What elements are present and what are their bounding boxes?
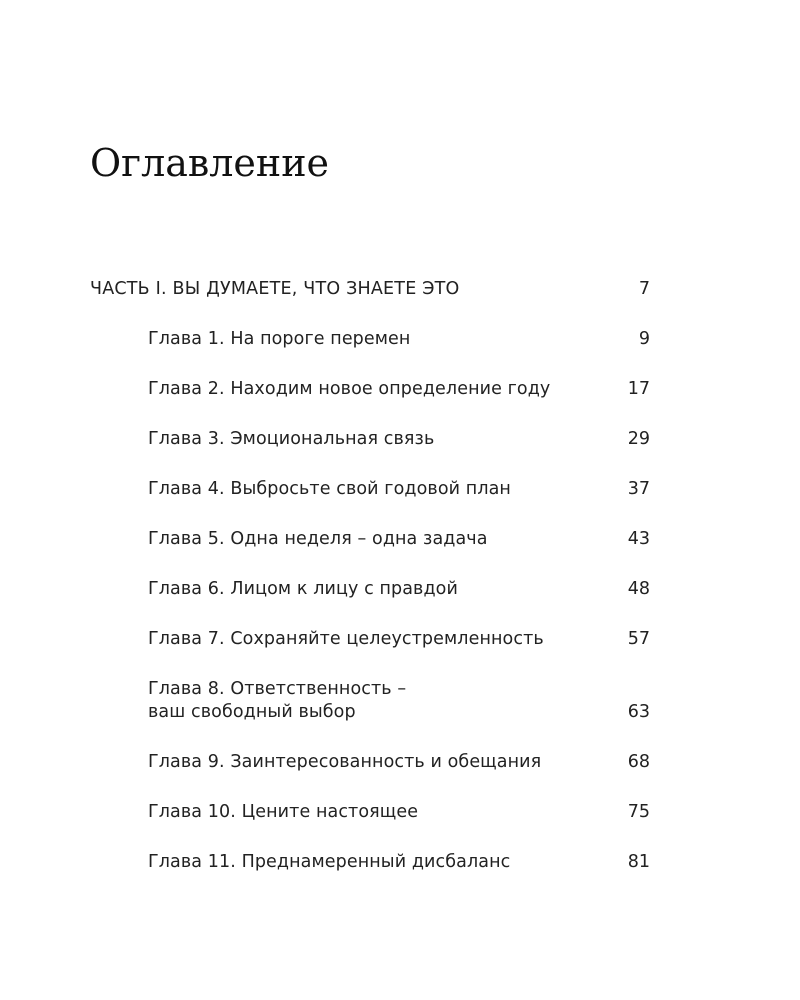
chapter-title: Глава 6. Лицом к лицу с правдой <box>148 579 458 599</box>
toc-chapter-entry <box>90 328 650 351</box>
chapter-page-number: 43 <box>627 529 650 549</box>
chapter-title: Глава 4. Выбросьте свой годовой план <box>148 479 511 499</box>
chapter-title: Глава 3. Эмоциональная связь <box>148 429 435 449</box>
part-title: ЧАСТЬ I. ВЫ ДУМАЕТЕ, ЧТО ЗНАЕТЕ ЭТО <box>90 279 460 299</box>
chapter-title: Глава 7. Сохраняйте целеустремленность <box>148 629 544 649</box>
chapter-page-number: 48 <box>627 579 650 599</box>
chapter-page-number: 17 <box>627 379 650 399</box>
toc-chapter-entry <box>90 851 650 874</box>
chapter-title: Глава 11. Преднамеренный дисбаланс <box>148 852 511 872</box>
chapter-title: Глава 5. Одна неделя – одна задача <box>148 529 488 549</box>
chapter-page-number: 63 <box>627 702 650 722</box>
chapter-page-number: 75 <box>627 802 650 822</box>
chapter-page-number: 81 <box>627 852 650 872</box>
toc-chapter-entry <box>90 478 650 501</box>
chapter-page-number: 37 <box>627 479 650 499</box>
part-page-number: 7 <box>638 279 650 299</box>
toc-chapter-entry <box>90 628 650 651</box>
chapter-title: Глава 8. Ответственность – ваш свободный выбор <box>148 679 407 722</box>
chapter-page-number: 29 <box>627 429 650 449</box>
toc-chapter-entry <box>90 801 650 824</box>
toc-part-entry <box>90 278 650 301</box>
chapter-title: Глава 9. Заинтересованность и обещания <box>148 752 542 772</box>
chapter-page-number: 57 <box>627 629 650 649</box>
chapter-page-number: 68 <box>627 752 650 772</box>
chapter-title: Глава 10. Цените настоящее <box>148 802 419 822</box>
toc-chapter-entry <box>90 428 650 451</box>
chapter-title: Глава 2. Находим новое определение году <box>148 379 551 399</box>
toc-chapter-entry <box>90 751 650 774</box>
toc-chapter-entry <box>90 678 650 724</box>
toc-chapter-entry <box>90 578 650 601</box>
toc-chapter-entry <box>90 528 650 551</box>
chapter-title: Глава 1. На пороге перемен <box>148 329 411 349</box>
toc-chapter-entry <box>90 378 650 401</box>
chapter-page-number: 9 <box>638 329 650 349</box>
page-title: Оглавление <box>90 141 330 185</box>
